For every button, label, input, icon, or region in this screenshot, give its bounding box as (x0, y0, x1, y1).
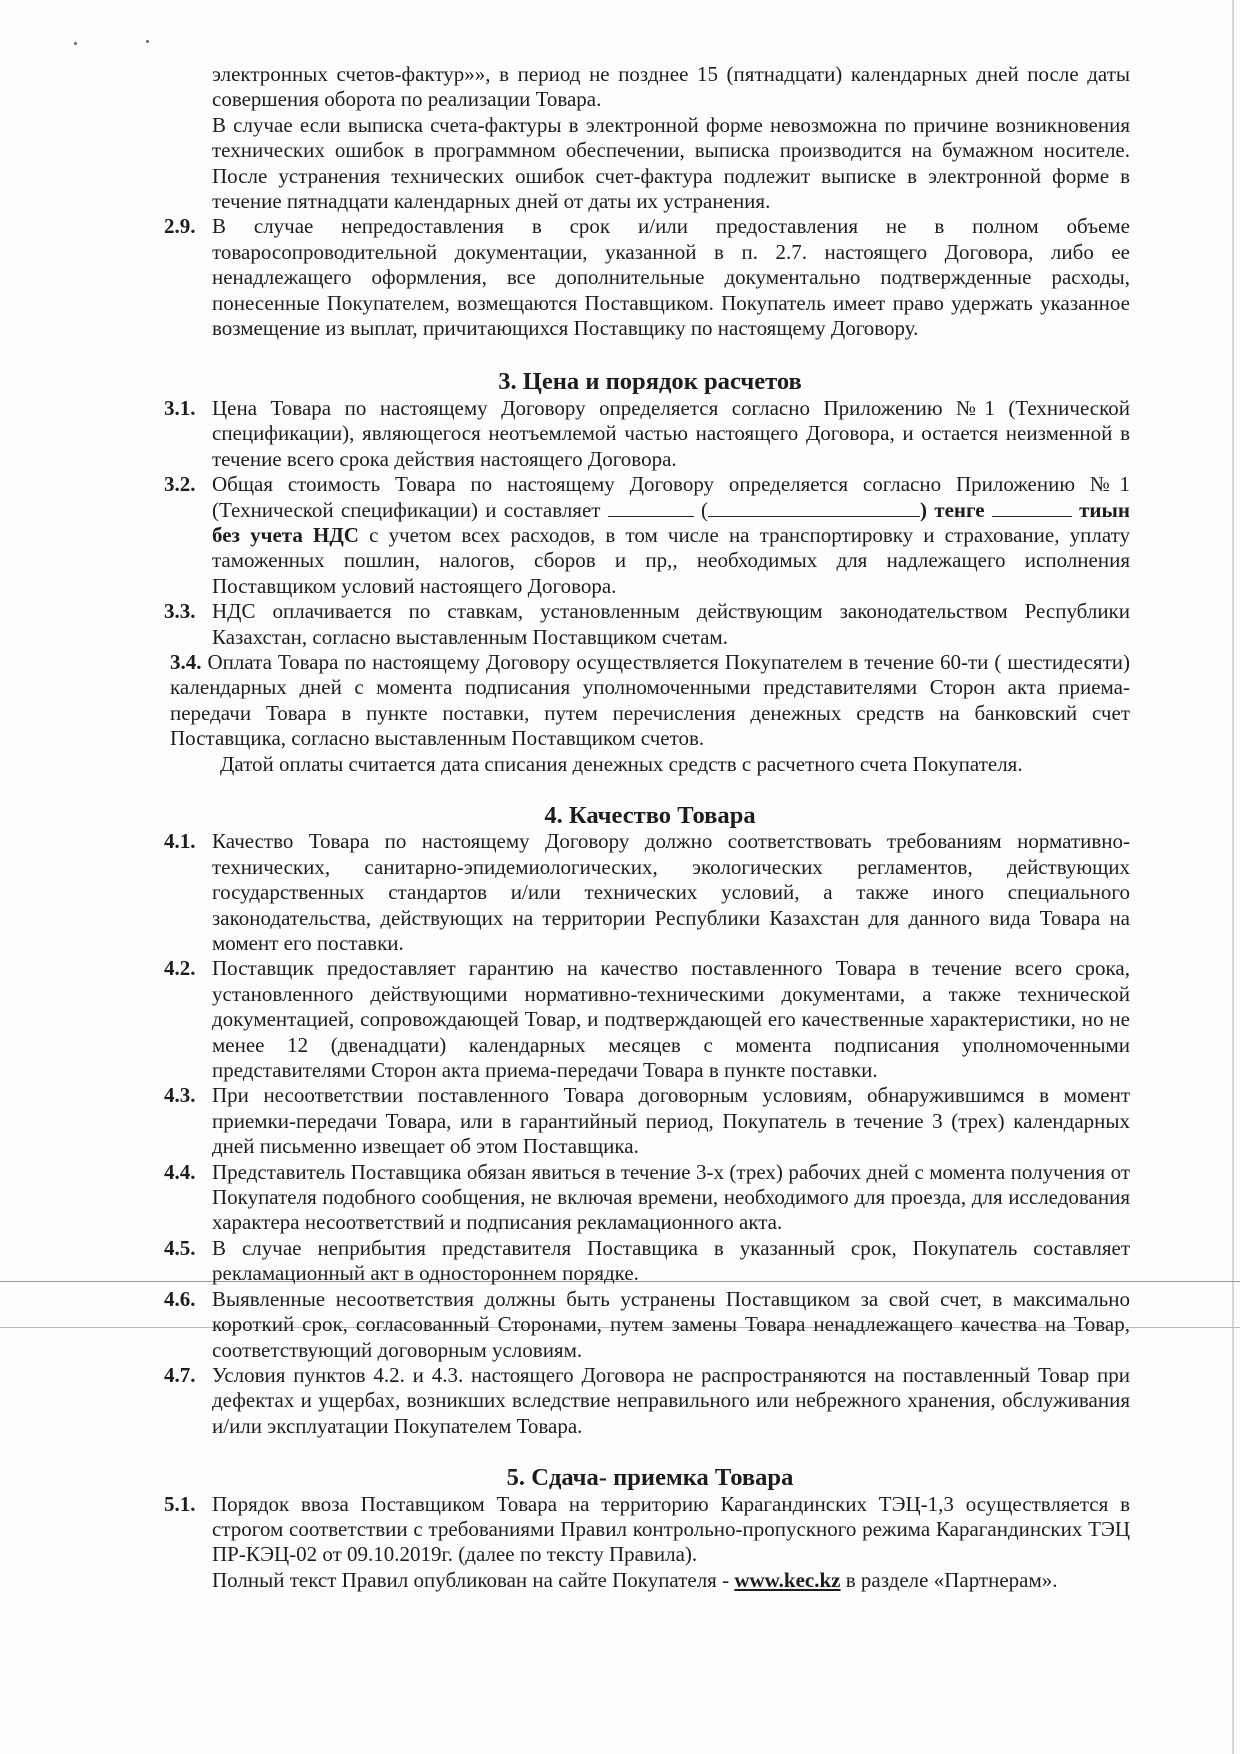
scan-edge (1232, 0, 1234, 1754)
clause-number: 4.4. (164, 1159, 196, 1184)
clause-text: В случае непредоставления в срок и/или предоставления не в полном объеме товаросопроводительной документации, указанной в п. 2.7. настоящего Договора, либо ее ненадлежащего оформления, все дополнительные документально подтвержденные расходы, понесенные Покупателем, возмещаются Поставщиком. Покупатель имеет право удержать указанное возмещение из выплат, причитающихся Поставщику по настоящему Договору. (212, 214, 1130, 341)
clause-number: 4.6. (164, 1286, 196, 1311)
clause-number: 5.1. (164, 1491, 196, 1516)
section-3-title: 3. Цена и порядок расчетов (498, 368, 802, 396)
clause-text: с учетом всех расходов, в том числе на транспортировку и страхование, уплату таможенных пошлин, налогов, сборов и пр,, необходимых для надлежащего исполнения Поставщиком условий настоящего Договора. (212, 522, 1130, 598)
rules-publication-paragraph (170, 1568, 1130, 1593)
website-link[interactable]: www.kec.kz (734, 1567, 841, 1592)
clause-text: Общая стоимость Товара по настоящему Договору определяется согласно Приложению №1 (Технической спецификации) и составляет (212, 472, 1130, 522)
currency-label: ) тенге (920, 497, 985, 522)
amount-words-blank-field (708, 498, 920, 517)
clause-number: 3.3. (164, 599, 196, 624)
clause-number: 4.3. (164, 1083, 196, 1108)
clause-3-3 (164, 599, 1130, 650)
clause-text: в разделе «Партнерам». (845, 1567, 1058, 1592)
clause-text: Цена Товара по настоящему Договору определяется согласно Приложению №1 (Технической спецификации), являющегося неотъемлемой частью настоящего Договора, и остается неизменной в течение всего срока действия настоящего Договора. (212, 395, 1130, 471)
clause-3-2 (164, 472, 1131, 599)
clause-text: Оплата Товара по настоящему Договору осуществляется Покупателем в течение 60-ти ( шестидесяти) календарных дней с момента подписания уполномоченными представителями Сторон акта приема- передачи Товара в пункте поставки, путем перечисления денежных средств на банковский счет Поставщика, согласно выставленным Поставщиком счетов. (170, 649, 1130, 751)
clause-number: 3.4. (170, 649, 202, 674)
clause-4-4 (164, 1159, 1130, 1236)
clause-4-5 (164, 1235, 1130, 1287)
clause-4-3 (164, 1083, 1130, 1159)
clause-text: Качество Товара по настоящему Договору должно соответствовать требованиям нормативно-технических, санитарно-эпидемиологических, экологических регламентов, действующих государственных стандартов и/или технических условий, а также иного специального законодательства, действующих на территории Республики Казахстан для данного вида Товара на момент его поставки. (212, 829, 1130, 955)
clause-4-1 (164, 829, 1130, 956)
scan-speck (74, 42, 77, 45)
clause-4-2 (164, 956, 1130, 1083)
clause-3-4 (170, 650, 1130, 752)
clause-text: Условия пунктов 4.2. и 4.3. настоящего Договора не распространяются на поставленный Товар при дефектах и ущербах, возникших вследствие неправильного или небрежного хранения, обслуживания и/или эксплуатации Покупателем Товара. (212, 1362, 1130, 1438)
clause-5-1 (164, 1491, 1130, 1568)
clause-text: Представитель Поставщика обязан явиться в течение 3-х (трех) рабочих дней с момента получения от Покупателя подобного сообщения, не включая времени, необходимого для проезда, для исследования характера несоответствий и подписания рекламационного акта. (212, 1159, 1130, 1235)
clause-4-7 (164, 1362, 1130, 1439)
section-4-title: 4. Качество Товара (544, 801, 756, 829)
clause-number: 4.2. (164, 956, 196, 981)
payment-date-paragraph: Датой оплаты считается дата списания денежных средств с расчетного счета Покупателя. (220, 751, 1023, 776)
clause-text: Порядок ввоза Поставщиком Товара на территорию Карагандинских ТЭЦ-1,3 осуществляется в строгом соответствии с требованиями Правил контрольно-пропускного режима Карагандинских ТЭЦ ПР-КЭЦ-02 от 09.10.2019г. (далее по тексту Правила). (212, 1491, 1130, 1567)
clause-text: В случае неприбытия представителя Поставщика в указанный срок, Покупатель составляет рекламационный акт в одностороннем порядке. (212, 1235, 1130, 1286)
clause-number: 4.1. (164, 829, 196, 854)
clause-3-1 (164, 395, 1130, 472)
clause-text: При несоответствии поставленного Товара договорным условиям, обнаружившимся в момент приемки-передачи Товара, или в гарантийный период, Покупатель в течение 3 (трех) календарных дней письменно извещает об этом Поставщика. (212, 1083, 1130, 1159)
clause-text: Выявленные несоответствия должны быть устранены Поставщиком за свой счет, в максимально короткий срок, согласованный Сторонами, путем замены Товара ненадлежащего качества на Товар, соответствующий договорным условиям. (212, 1286, 1130, 1362)
intro-paragraph-2: В случае если выписка счета-фактуры в электронной форме невозможна по причине возникновения технических ошибок в программном обеспечении, выписка производится на бумажном носителе. После устранения технических ошибок счет-фактура подлежит выписке в электронной форме в течение пятнадцати календарных дней от даты их устранения. (212, 112, 1130, 214)
clause-number: 2.9. (164, 214, 196, 239)
intro-paragraph-1: электронных счетов-фактур»», в период не позднее 15 (пятнадцати) календарных дней после даты совершения оборота по реализации Товара. (212, 62, 1130, 112)
scan-speck (146, 40, 149, 43)
clause-text: Поставщик предоставляет гарантию на качество поставленного Товара в течение всего срока, установленного действующими нормативно-техническими документами, а также технической документацией, сопровождающей Товар, и подтверждающей его качественные характеристики, но не менее 12 (двенадцати) календарных месяцев с момента подписания уполномоченными представителями Сторон акта приема-передачи Товара в пункте поставки. (212, 956, 1130, 1083)
vat-note: тиын без учета НДС (212, 497, 1131, 547)
amount-blank-field (608, 498, 694, 517)
clause-text: НДС оплачивается по ставкам, установленным действующим законодательством Республики Казахстан, согласно выставленным Поставщиком счетам. (212, 599, 1130, 649)
clause-number: 4.7. (164, 1362, 196, 1387)
clause-number: 3.1. (164, 395, 196, 420)
section-5-title: 5. Сдача- приемка Товара (506, 1464, 794, 1492)
tiyn-blank-field (992, 498, 1072, 517)
clause-2-9 (164, 214, 1130, 341)
document-body (164, 62, 1131, 1593)
clause-text: ( (701, 497, 708, 522)
clause-4-6 (164, 1286, 1130, 1363)
clause-number: 3.2. (164, 472, 196, 497)
clause-number: 4.5. (164, 1235, 196, 1260)
clause-text: Полный текст Правил опубликован на сайте Покупателя - (212, 1567, 730, 1592)
